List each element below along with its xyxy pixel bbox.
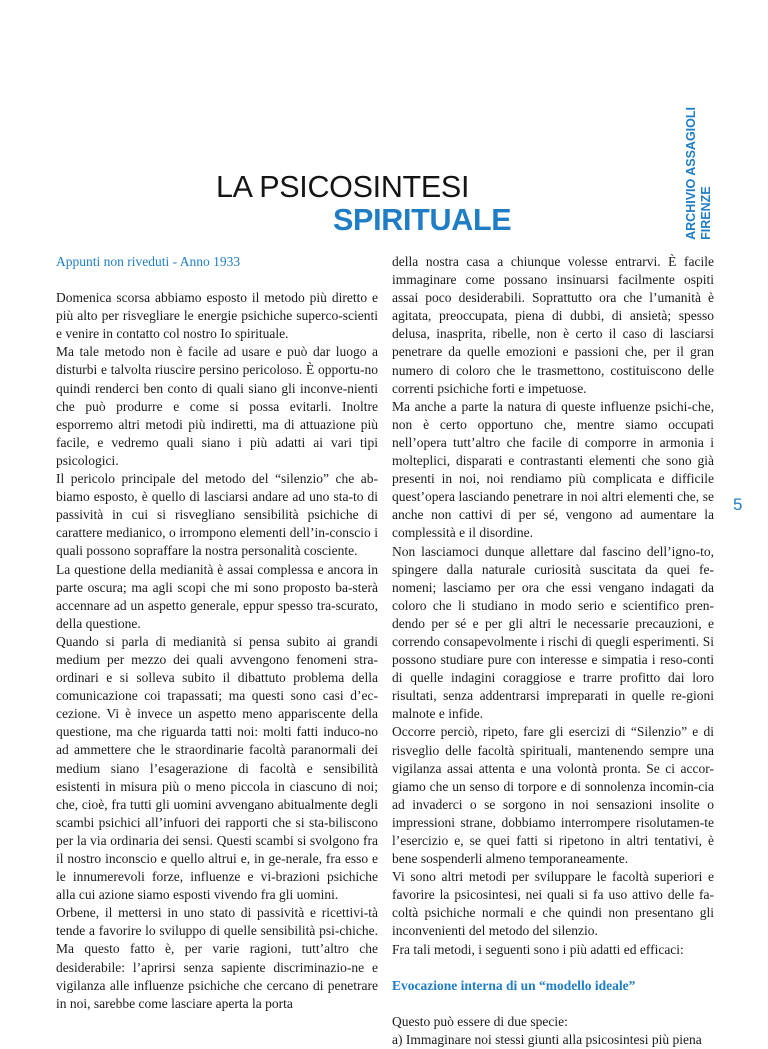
paragraph: Ma tale metodo non è facile ad usare e può dar luogo a disturbi e talvolta riuscire persino pericoloso. È opportu-no quindi renderci ben conto di quali siano gli inconve-nienti che può produrre e come si possa evitarli. Inoltre esporremo altri metodi più indiretti, ma di attuazione più facile, e vedremo quali siano i più adatti ai vari tipi psicologici. [56, 344, 378, 468]
paragraph: La questione della medianità è assai complessa e ancora in parte oscura; ma agli scopi che mi sono proposto ba-sterà accennare ad un aspetto generale, eppur spesso tra-scurato, della questione. [56, 561, 378, 631]
archive-label-line2: FIRENZE [699, 186, 713, 240]
paragraph: Non lasciamoci dunque allettare dal fascino dell’igno-to, spingere dalla naturale curiosità suscitata da quei fe-nomeni; lasciamo per ora che essi vengano indagati da coloro che li studiano in modo serio e scientifico pren-dendo per sé e per gli altri le necessarie precauzioni, e correndo consapevolmente i rischi di quegli esperimenti. Si possono studiare pure con interesse e simpatia i reso-conti di quelle indagini coraggiose e trarre profitto dai loro risultati, senza addentrarsi impreparati in quelle re-gioni malnote e infide. [392, 543, 714, 722]
title-line2: SPIRITUALE [333, 203, 512, 237]
paragraph: Fra tali metodi, i seguenti sono i più adatti ed efficaci: [392, 941, 684, 957]
section-heading: Evocazione interna di un “modello ideale” [392, 977, 636, 993]
left-column [56, 253, 378, 1013]
paragraph: Orbene, il mettersi in uno stato di passività e ricettivi-tà tende a favorire lo sviluppo di quelle sensibilità psi-chiche. Ma questo fatto è, per varie ragioni, tutt’altro che desiderabile: l’aprirsi senza sapiente discriminazio-ne e vigilanza alle influenze psichiche che cercano di penetrare in noi, sarebbe come lasciare aperta la porta [56, 905, 378, 1011]
paragraph: a) Immaginare noi stessi giunti alla psicosintesi più piena [392, 1031, 702, 1047]
right-column [392, 253, 714, 1049]
paragraph: della nostra casa a chiunque volesse entrarvi. È facile immaginare come possano insinuarsi facilmente ospiti assai poco desiderabili. Soprattutto ora che l’umanità è agitata, preoccupata, piena di dubbi, di ansietà; spesso delusa, inasprita, ribelle, non è certo il caso di lasciarsi penetrare da quelle emozioni e passioni che, per il gran numero di coloro che le trasmettono, costituiscono delle correnti psichiche forti e impetuose. [392, 254, 714, 396]
paragraph: Domenica scorsa abbiamo esposto il metodo più diretto e più alto per risvegliare le energie psichiche superco-scienti e venire in contatto col nostro Io spirituale. [56, 290, 378, 342]
paragraph: Il pericolo principale del metodo del “silenzio” che ab-biamo esposto, è quello di lasciarsi andare ad uno sta-to di passività in cui si risvegliano sensibilità psichiche di carattere medianico, o irrompono elementi dell’in-conscio i quali possono sopraffare la nostra personalità cosciente. [56, 471, 378, 559]
subtitle: Appunti non riveduti - Anno 1933 [56, 254, 241, 269]
paragraph: Occorre perciò, ripeto, fare gli esercizi di “Silenzio” e di risveglio delle facoltà spirituali, mantenendo sempre una vigilanza assai attenta e una volontà pronta. Se ci accor-giamo che un senso di torpore e di sonnolenza incomin-cia ad invaderci o se sorgono in noi sensazioni insolite o impressioni strane, dobbiamo interrompere risolutamen-te l’esercizio e, se quei fatti si ripetono in altri tentativi, è bene sospenderli almeno temporaneamente. [392, 724, 714, 867]
paragraph: Vi sono altri metodi per sviluppare le facoltà superiori e favorire la psicosintesi, nei quali si fa uso attivo delle fa-coltà psichiche normali e che quindi non presentano gli inconvenienti del metodo del silenzio. [392, 869, 714, 939]
paragraph: Quando si parla di medianità si pensa subito ai grandi medium per mezzo dei quali avvengono fenomeni stra-ordinari e si solleva subito il dibattuto problema della comunicazione coi trapassati; ma questi sono casi d’ec-cezione. Vi è invece un aspetto meno appariscente della questione, ma che riguarda tatti noi: molti fatti induco-no ad ammettere che le straordinarie facoltà paranormali dei medium siano l’esagerazione di facoltà e sensibilità esistenti in misura più o meno piccola in ciascuno di noi; che, cioè, fra tutti gli uomini avvengano abitualmente degli scambi psichici all’infuori dei rapporti che si sta-biliscono per la via ordinaria dei sensi. Questi scambi si svolgono fra il nostro inconscio e quello altrui e, in ge-nerale, fra esso e le innumerevoli forze, influenze e vi-brazioni psichiche alla cui azione siamo esposti vivendo fra gli uomini. [56, 633, 378, 903]
paragraph: Questo può essere di due specie: [392, 1013, 568, 1029]
archive-label-line1: ARCHIVIO ASSAGIOLI [684, 107, 698, 240]
paragraph: Ma anche a parte la natura di queste influenze psichi-che, non è certo opportuno che, mentre siamo occupati nell’opera tutt’altro che facile di comporre in armonia i molteplici, disparati e contrastanti elementi che sono già presenti in noi, noi rendiamo più complicata e difficile quest’opera lasciando penetrare in noi altri elementi che, se anche non cattivi di per sé, vengono ad aumentare la complessità e il disordine. [392, 398, 714, 541]
page-number: 5 [733, 495, 743, 514]
archive-label [679, 90, 719, 240]
title-line1: LA PSICOSINTESI [216, 170, 470, 204]
